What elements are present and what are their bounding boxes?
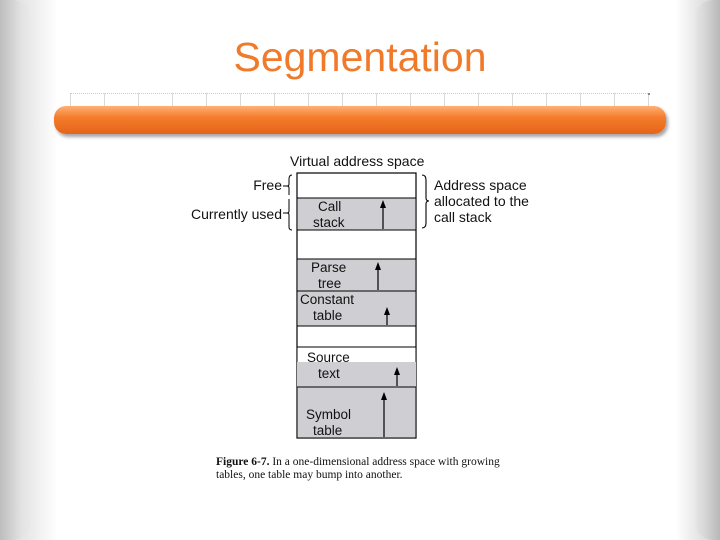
figure-caption <box>216 456 516 482</box>
diagram-heading: Virtual address space <box>290 153 425 169</box>
right-label-line-2: allocated to the <box>434 193 529 209</box>
right-label-line-3: call stack <box>434 209 492 225</box>
caption-figure-label: Figure 6-7. <box>216 456 270 468</box>
label-currently-used: Currently used <box>190 206 282 222</box>
left-bracket <box>283 175 292 230</box>
segment-label-source-text-2: text <box>318 366 340 381</box>
segment-label-call-stack-1: Call <box>318 199 342 214</box>
segment-label-constant-table-2: table <box>313 308 343 323</box>
label-free: Free <box>253 177 282 193</box>
segment-label-symbol-table-2: table <box>313 423 343 438</box>
segment-label-source-text-1: Source <box>307 350 350 365</box>
segment-label-constant-table-1: Constant <box>300 292 355 307</box>
segment-label-parse-tree-2: tree <box>318 276 342 291</box>
right-label-line-1: Address space <box>434 177 527 193</box>
slide-title: Segmentation <box>233 34 487 80</box>
segment-label-call-stack-2: stack <box>313 215 345 230</box>
segment-label-symbol-table-1: Symbol <box>306 407 352 422</box>
caption-line-2: tables, one table may bump into another. <box>216 469 403 481</box>
right-bracket <box>422 175 429 228</box>
segment-label-parse-tree-1: Parse <box>311 260 347 275</box>
caption-line-1: In a one-dimensional address space with growing <box>272 456 500 468</box>
